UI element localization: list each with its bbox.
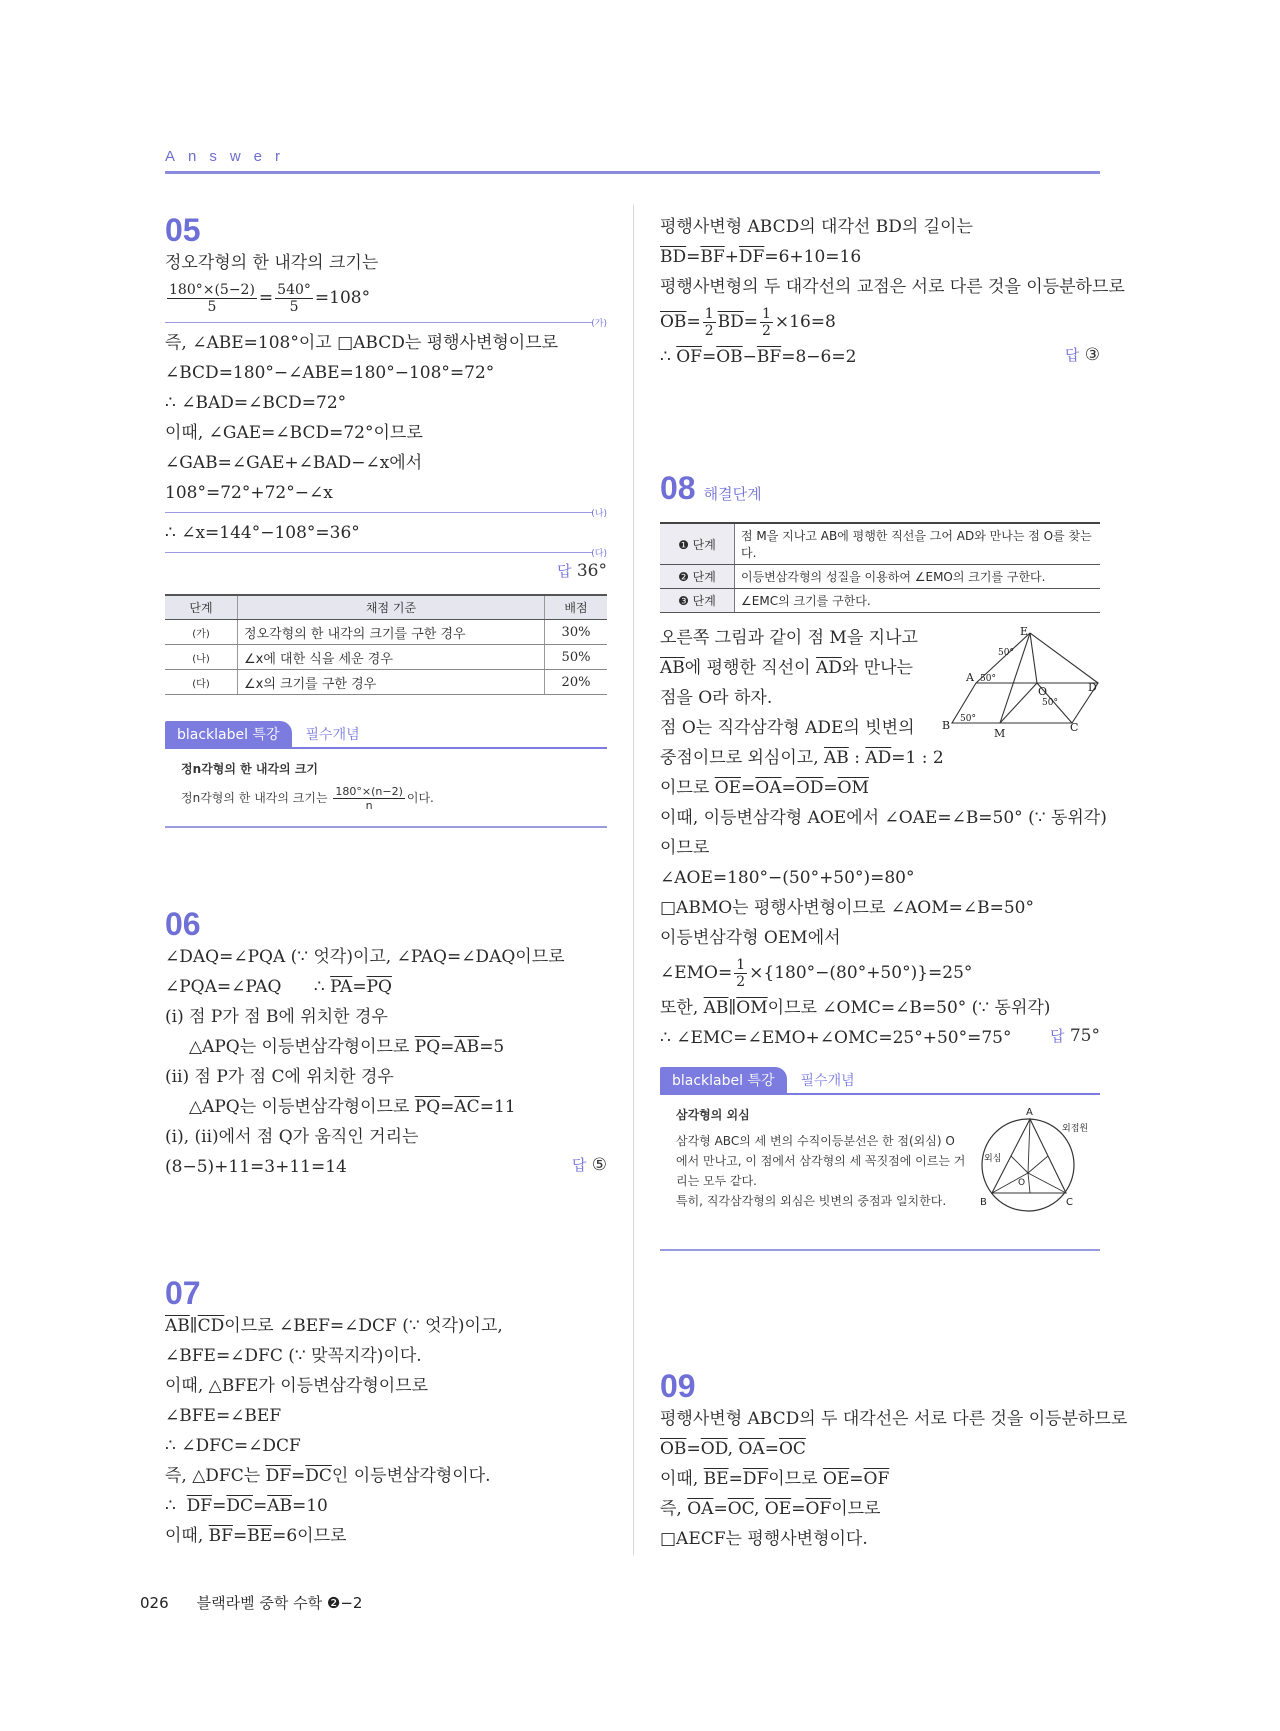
solution-line: △APQ는 이등변삼각형이므로 $\overline{PQ}=\overline{AB}=5$ [189,1037,505,1057]
solution-line: ∠PQA=∠PAQ ∴ $\overline{PA}=\overline{PQ}$ [165,977,392,997]
fraction: $\frac{1}{2}$ [704,306,714,339]
table-row: ❸ 단계 ∠EMC의 크기를 구한다. [660,589,1100,613]
fig-label-circumcircle: 외접원 [1062,1124,1089,1134]
concept-body: 특히, 직각삼각형의 외심은 빗변의 중점과 일치한다. [676,1194,947,1208]
fig-label-B: B [980,1197,987,1208]
solution-line: ∴ ∠EMC=∠EMO+∠OMC=25°+50°=75° 답 75° [660,1026,1100,1048]
fraction: $\frac{1}{2}$ [736,957,746,990]
solution-line: 즉, △DFC는 $\overline{DF}=\overline{DC}$인 이등변삼각형이다. [165,1466,491,1486]
solution-line: 이때, $\overline{BE}=\overline{DF}$이므로 $\overline{OE}=\overline{OF}$ [660,1469,890,1489]
solution-line: 이등변삼각형 OEM에서 [660,928,841,948]
page-footer [140,1592,362,1613]
concept-title: 정n각형의 한 내각의 크기 [181,762,318,776]
solution-line: 중점이므로 외심이고, $\overline{AB}$ : $\overline{AD}=1$ : 2 [660,748,944,768]
problem-number: 07 [165,1275,201,1311]
problem-number: 08 [660,470,696,506]
fig-label-C: C [1066,1197,1073,1208]
solution-line: □ABMO는 평행사변형이므로 ∠AOM=∠B=50° [660,898,1035,918]
section-header-label: Answer [165,148,294,165]
fraction: $\frac{540^\circ}{5}$ [277,282,311,315]
header-rule [165,171,1100,174]
solution-line: ∴ ∠BAD=∠BCD=72° [165,393,347,413]
concept-body: 삼각형 ABC의 세 변의 수직이등분선은 한 점(외심) O [676,1134,955,1148]
fraction: $\frac{180^\circ\times(5-2)}{5}$ [169,282,255,315]
concept-body: 리는 모두 같다. [676,1174,757,1188]
table-row: ❷ 단계 이등변삼각형의 성질을 이용하여 ∠EMO의 크기를 구한다. [660,565,1100,589]
blacklabel-subtitle: 필수개념 [305,727,360,743]
blacklabel-tab: blacklabel 특강 [165,721,292,747]
solution-line: $\overline{BD}=\overline{BF}+\overline{DF}=6+10=16$ [660,247,862,267]
solution-line: (ⅱ) 점 P가 점 C에 위치한 경우 [165,1067,394,1087]
book-title: 블랙라벨 중학 수학 ❷−2 [196,1594,363,1612]
solution-line: 점 O는 직각삼각형 ADE의 빗변의 [660,718,915,738]
solution-line: 이때, △BFE가 이등변삼각형이므로 [165,1376,429,1396]
solution-line: 평행사변형 ABCD의 대각선 BD의 길이는 [660,217,973,237]
fig-label-O: O [1038,685,1048,698]
solution-line: 평행사변형의 두 대각선의 교점은 서로 다른 것을 이등분하므로 [660,277,1125,297]
blacklabel-tab: blacklabel 특강 [660,1067,787,1093]
problem-06 [165,906,607,1182]
solution-line: (ⅰ), (ⅱ)에서 점 Q가 움직인 거리는 [165,1127,419,1147]
fig-angle: 50° [1042,698,1058,708]
solution-line: $\frac{180^\circ\times(5-2)}{5}$ = $\frac{540^\circ}{5}$ =108° [169,282,371,315]
fig-angle: 50° [998,648,1014,658]
fig-angle: 50° [980,674,996,684]
fraction: $\frac{1}{2}$ [761,306,771,339]
solution-line: ∴ $\overline{OF}=\overline{OB}-\overline{BF}=8-6=2$ 답 ③ [660,345,1100,367]
solution-line: ∠BFE=∠BEF [165,1406,282,1426]
solution-line: ∴ $\overline{DF}=\overline{DC}=\overline{AB}=10$ [165,1496,328,1516]
solution-line: $\overline{AB}$에 평행한 직선이 $\overline{AD}$와 만나는 [660,658,913,678]
solution-line: 이므로 $\overline{OE}=\overline{OA}=\overline{OD}=\overline{OM}$ [660,778,869,798]
solution-line: 오른쪽 그림과 같이 점 M을 지나고 [660,628,918,648]
problem-subheading: 해결단계 [703,485,762,503]
solution-line: ∠GAB=∠GAE+∠BAD−∠x에서 [165,453,423,473]
solution-line: $\overline{AB}\parallel\overline{CD}$이므로 ∠BEF=∠DCF (∵ 엇각)이고, [165,1316,503,1336]
solution-line: ∴ ∠x=144°−108°=36° [165,523,360,543]
table-header: 채점 기준 [238,595,545,620]
table-row: (다) ∠x의 크기를 구한 경우 20% [165,670,607,695]
table-row: (가) 정오각형의 한 내각의 크기를 구한 경우 30% [165,620,607,645]
solution-line: ∠BFE=∠DFC (∵ 맞꼭지각)이다. [165,1346,422,1366]
problem-05 [165,212,607,828]
fig-label-C: C [1070,721,1079,734]
fig-label-M: M [994,727,1006,740]
solution-line: ∠DAQ=∠PQA (∵ 엇각)이고, ∠PAQ=∠DAQ이므로 [165,947,565,967]
solution-line: △APQ는 이등변삼각형이므로 $\overline{PQ}=\overline{AC}=11$ [189,1097,516,1117]
solution-line: 이때, ∠GAE=∠BCD=72°이므로 [165,423,423,443]
concept-body: 에서 만나고, 이 점에서 삼각형의 세 꼭짓점에 이르는 거 [676,1154,966,1168]
solution-line: 이므로 [660,838,710,858]
concept-title: 삼각형의 외심 [676,1108,750,1122]
fig-label-D: D [1088,681,1097,694]
step-marker: (다) [165,548,607,558]
problem-heading [660,470,1100,506]
table-header: 배점 [545,595,608,620]
problem-07-continued [660,212,1125,372]
problem-08 [660,470,1107,1251]
scoring-table [165,594,607,695]
solution-line: $\overline{OB}=\overline{OD}$, $\overline{OA}=\overline{OC}$ [660,1439,806,1459]
fraction: $\frac{180^\circ\times(n-2)}{n}$ [335,785,403,812]
problem-number: 06 [165,906,201,942]
solution-steps-table [660,522,1100,613]
circumcircle-figure [978,1101,1090,1219]
solution-line: 108°=72°+72°−∠x [165,483,333,503]
fig-label-O: O [1018,1178,1026,1188]
solution-line: □AECF는 평행사변형이다. [660,1529,868,1549]
step-marker: (가) [165,318,607,328]
fig-label-A: A [1026,1107,1033,1118]
solution-line: 정오각형의 한 내각의 크기는 [165,253,379,273]
solution-line: 또한, $\overline{AB}\parallel\overline{OM}$이므로 ∠OMC=∠B=50° (∵ 동위각) [660,998,1051,1018]
solution-line: (ⅰ) 점 P가 점 B에 위치한 경우 [165,1007,388,1027]
table-header: 단계 [165,595,238,620]
problem-number: 05 [165,212,201,248]
column-divider [633,205,634,1555]
answer: 답 36° [556,561,607,581]
solution-line: 평행사변형 ABCD의 두 대각선은 서로 다른 것을 이등분하므로 [660,1409,1128,1429]
concept-body: 정n각형의 한 내각의 크기는 $\frac{180^\circ\times(n-2)}{n}$ 이다. [181,785,434,812]
page-number: 026 [140,1594,169,1612]
fig-label-circumcenter: 외심 [984,1154,1002,1164]
fig-angle: 50° [960,714,976,724]
solution-line: 이때, $\overline{BF}=\overline{BE}=6$이므로 [165,1526,347,1546]
table-row: ❶ 단계 점 M을 지나고 AB에 평행한 직선을 그어 AD와 만나는 점 O를 찾는다. [660,523,1100,565]
blacklabel-box [165,721,607,828]
solution-line: 이때, 이등변삼각형 AOE에서 ∠OAE=∠B=50° (∵ 동위각) [660,808,1107,828]
solution-line: ∴ ∠DFC=∠DCF [165,1436,301,1456]
solution-line: 점을 O라 하자. [660,688,773,708]
solution-line: ∠BCD=180°−∠ABE=180°−108°=72° [165,363,495,383]
problem-09 [660,1368,1128,1554]
blacklabel-box [660,1067,1100,1251]
problem-number: 09 [660,1368,696,1404]
fig-label-B: B [942,719,951,732]
solution-line: 즉, ∠ABE=108°이고 □ABCD는 평행사변형이므로 [165,333,559,353]
problem-07 [165,1275,607,1551]
fig-label-A: A [966,671,974,684]
solution-with-figure [660,623,1107,1053]
table-row: (나) ∠x에 대한 식을 세운 경우 50% [165,645,607,670]
solution-line: ∠EMO= $\frac{1}{2}$ ×{180°−(80°+50°)}=25° [660,957,973,990]
solution-line: 즉, $\overline{OA}=\overline{OC}$, $\overline{OE}=\overline{OF}$이므로 [660,1499,881,1519]
fig-label-E: E [1020,625,1029,638]
solution-line: ∠AOE=180°−(50°+50°)=80° [660,868,915,888]
solution-line: $\overline{OB}=$ $\frac{1}{2}$ $\overline{BD}=$ $\frac{1}{2}$ ×16=8 [660,306,836,339]
step-marker: (나) [165,508,607,518]
solution-line: (8−5)+11=3+11=14 답 ⑤ [165,1155,607,1177]
parallelogram-figure [940,623,1100,743]
blacklabel-subtitle: 필수개념 [800,1073,855,1089]
